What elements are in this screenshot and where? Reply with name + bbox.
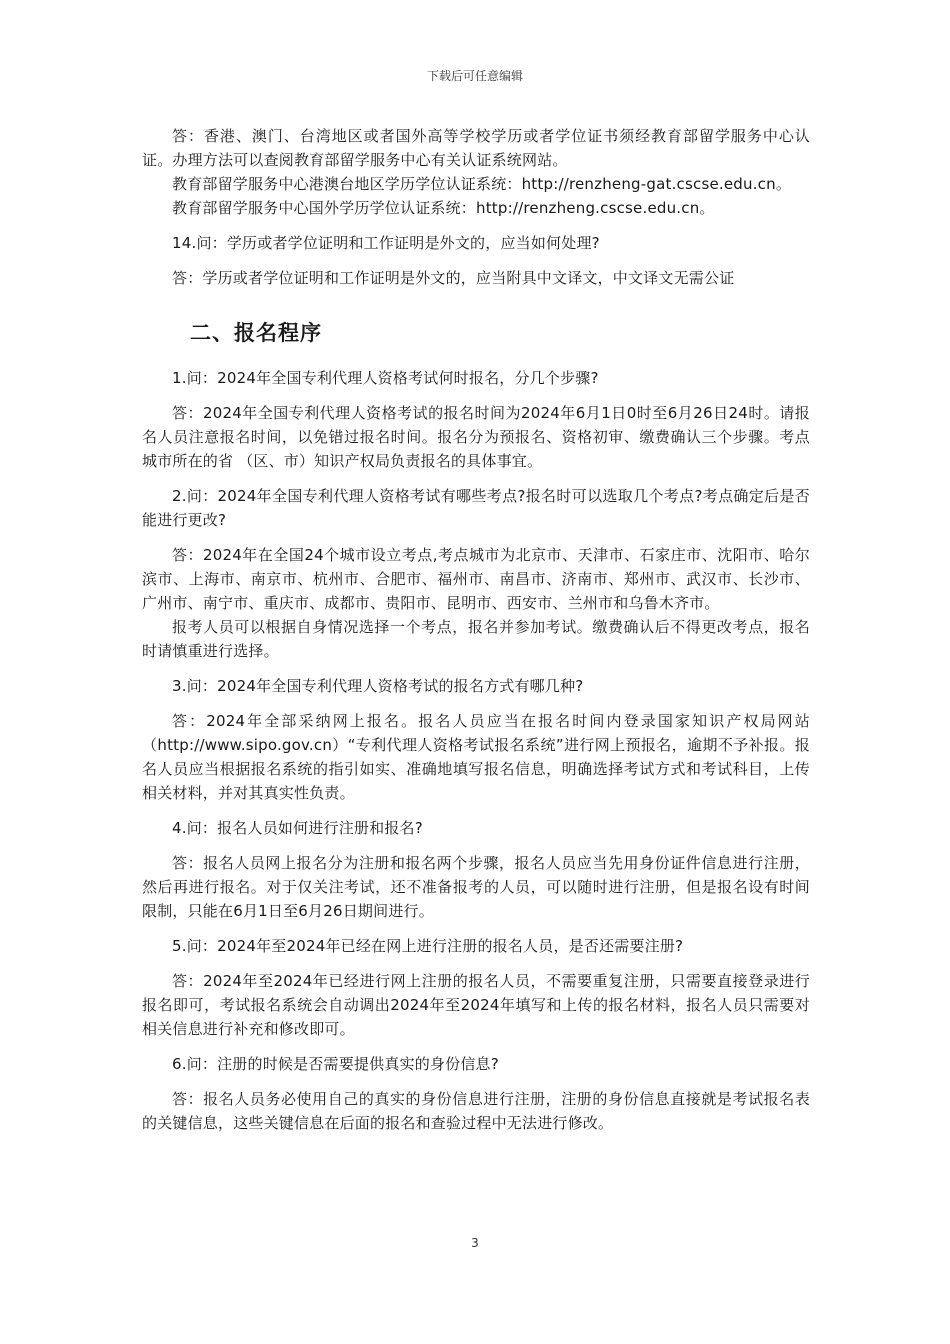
answer-2-paragraph-1: 答：2024年在全国24个城市设立考点,考点城市为北京市、天津市、石家庄市、沈阳市、哈尔滨市、上海市、南京市、杭州市、合肥市、福州市、南昌市、济南市、郑州市、武汉市、长沙市、广州市、南宁市、重庆市、成都市、贵阳市、昆明市、西安市、兰州市和乌鲁木齐市。 xyxy=(142,546,810,612)
question-14: 14.问：学历或者学位证明和工作证明是外文的，应当如何处理? xyxy=(172,234,600,252)
question-6: 6.问：注册的时候是否需要提供真实的身份信息? xyxy=(172,1055,499,1073)
question-1: 1.问：2024年全国专利代理人资格考试何时报名，分几个步骤? xyxy=(172,369,599,387)
answer-3: 答：2024年全部采纳网上报名。报名人员应当在报名时间内登录国家知识产权局网站（http://www.sipo.gov.cn）“专利代理人资格考试报名系统”进行网上预报名，逾期不予补报。报名人员应当根据报名系统的指引如实、准确地填写报名信息，明确选择考试方式和考试科目，上传相关材料，并对其真实性负责。 xyxy=(142,712,810,802)
page-header: 下载后可任意编辑 xyxy=(426,69,523,83)
answer-13-gat-link: 教育部留学服务中心港澳台地区学历学位认证系统：http://renzheng-gat.cscse.edu.cn。 xyxy=(172,175,792,193)
answer-1: 答：2024年全国专利代理人资格考试的报名时间为2024年6月1日0时至6月26日24时。请报名人员注意报名时间，以免错过报名时间。报名分为预报名、资格初审、缴费确认三个步骤。考点城市所在的省 （区、市）知识产权局负责报名的具体事宜。 xyxy=(142,404,810,470)
answer-13-foreign-link: 教育部留学服务中心国外学历学位认证系统：http://renzheng.cscse.edu.cn。 xyxy=(172,199,715,217)
question-5: 5.问：2024年至2024年已经在网上进行注册的报名人员，是否还需要注册? xyxy=(172,937,684,955)
answer-2-paragraph-2: 报考人员可以根据自身情况选择一个考点，报名并参加考试。缴费确认后不得更改考点，报名时请慎重进行选择。 xyxy=(142,618,810,660)
section-heading: 二、报名程序 xyxy=(190,321,322,345)
answer-4: 答：报名人员网上报名分为注册和报名两个步骤，报名人员应当先用身份证件信息进行注册，然后再进行报名。对于仅关注考试，还不准备报考的人员，可以随时进行注册，但是报名设有时间限制，只能在6月1日至6月26日期间进行。 xyxy=(142,854,810,920)
page-content xyxy=(142,124,810,1135)
question-4: 4.问：报名人员如何进行注册和报名? xyxy=(172,819,423,837)
question-3: 3.问：2024年全国专利代理人资格考试的报名方式有哪几种? xyxy=(172,677,584,695)
answer-5: 答：2024年至2024年已经进行网上注册的报名人员，不需要重复注册，只需要直接登录进行报名即可，考试报名系统会自动调出2024年至2024年填写和上传的报名材料，报名人员只需要对相关信息进行补充和修改即可。 xyxy=(142,972,810,1038)
answer-14: 答：学历或者学位证明和工作证明是外文的，应当附具中文译文，中文译文无需公证 xyxy=(172,269,735,287)
page-number: 3 xyxy=(471,1236,479,1250)
question-2: 2.问：2024年全国专利代理人资格考试有哪些考点?报名时可以选取几个考点?考点确定后是否能进行更改? xyxy=(142,487,810,529)
answer-6: 答：报名人员务必使用自己的真实的身份信息进行注册，注册的身份信息直接就是考试报名表的关键信息，这些关键信息在后面的报名和查验过程中无法进行修改。 xyxy=(142,1090,810,1132)
answer-13-paragraph: 答：香港、澳门、台湾地区或者国外高等学校学历或者学位证书须经教育部留学服务中心认证。办理方法可以查阅教育部留学服务中心有关认证系统网站。 xyxy=(142,127,810,169)
